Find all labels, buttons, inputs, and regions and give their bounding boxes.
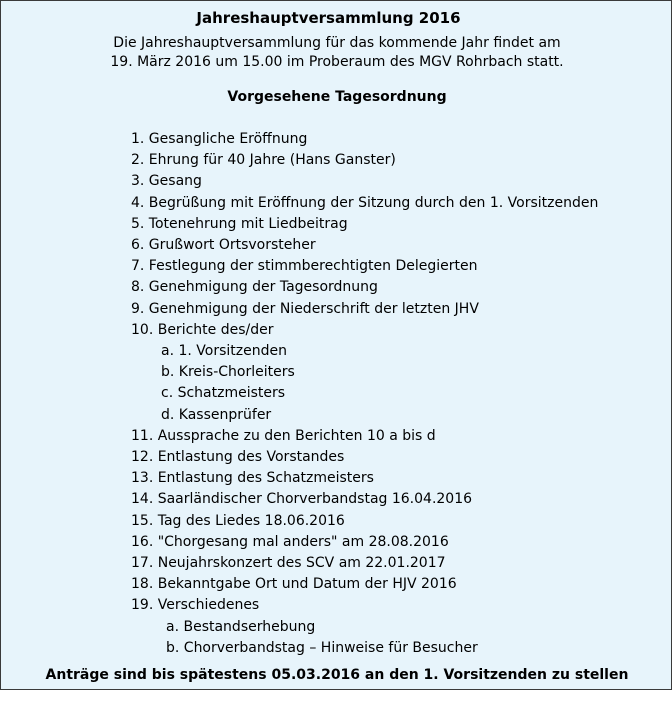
- agenda-item: 15. Tag des Liedes 18.06.2016: [131, 512, 345, 529]
- agenda-item: 14. Saarländischer Chorverbandstag 16.04.2016: [131, 491, 473, 508]
- agenda-subitem: d. Kassenprüfer: [161, 406, 272, 423]
- agenda-item: 18. Bekanntgabe Ort und Datum der HJV 2016: [131, 576, 457, 593]
- agenda-item: 5. Totenehrung mit Liedbeitrag: [131, 215, 348, 232]
- agenda-heading: Vorgesehene Tagesordnung: [227, 89, 447, 105]
- agenda-list: [131, 129, 661, 659]
- intro-line-1: Die Jahreshauptversammlung für das kommende Jahr findet am: [113, 35, 561, 51]
- agenda-item: 3. Gesang: [131, 173, 202, 190]
- agenda-subitem: c. Schatzmeisters: [161, 385, 286, 402]
- agenda-item: 8. Genehmigung der Tagesordnung: [131, 279, 378, 296]
- agenda-item: 7. Festlegung der stimmberechtigten Delegierten: [131, 258, 478, 275]
- agenda-item: 1. Gesangliche Eröffnung: [131, 131, 308, 147]
- agenda-subitem: a. Bestandserhebung: [166, 618, 316, 635]
- agenda-item: 4. Begrüßung mit Eröffnung der Sitzung durch den 1. Vorsitzenden: [131, 194, 599, 211]
- agenda-item: 9. Genehmigung der Niederschrift der letzten JHV: [131, 300, 479, 317]
- agenda-item: 6. Grußwort Ortsvorsteher: [131, 237, 316, 254]
- agenda-subitem: a. 1. Vorsitzenden: [161, 343, 287, 360]
- deadline-notice: Anträge sind bis spätestens 05.03.2016 an den 1. Vorsitzenden zu stellen: [45, 667, 629, 683]
- agenda-subitem: b. Kreis-Chorleiters: [161, 364, 295, 381]
- document-title: Jahreshauptversammlung 2016: [196, 9, 461, 27]
- agenda-item: 10. Berichte des/der: [131, 321, 274, 338]
- agenda-subitem: b. Chorverbandstag – Hinweise für Besucher: [166, 639, 478, 656]
- agenda-item: 2. Ehrung für 40 Jahre (Hans Ganster): [131, 152, 396, 169]
- agenda-item: 17. Neujahrskonzert des SCV am 22.01.2017: [131, 555, 446, 572]
- agenda-item: 11. Aussprache zu den Berichten 10 a bis d: [131, 427, 436, 444]
- intro-text: [1, 34, 672, 72]
- agenda-item: 12. Entlastung des Vorstandes: [131, 449, 345, 466]
- agenda-item: 19. Verschiedenes: [131, 597, 260, 614]
- agenda-item: 16. "Chorgesang mal anders" am 28.08.2016: [131, 533, 449, 550]
- agenda-item: 13. Entlastung des Schatzmeisters: [131, 470, 374, 487]
- intro-line-2: 19. März 2016 um 15.00 im Proberaum des MGV Rohrbach statt.: [110, 54, 564, 70]
